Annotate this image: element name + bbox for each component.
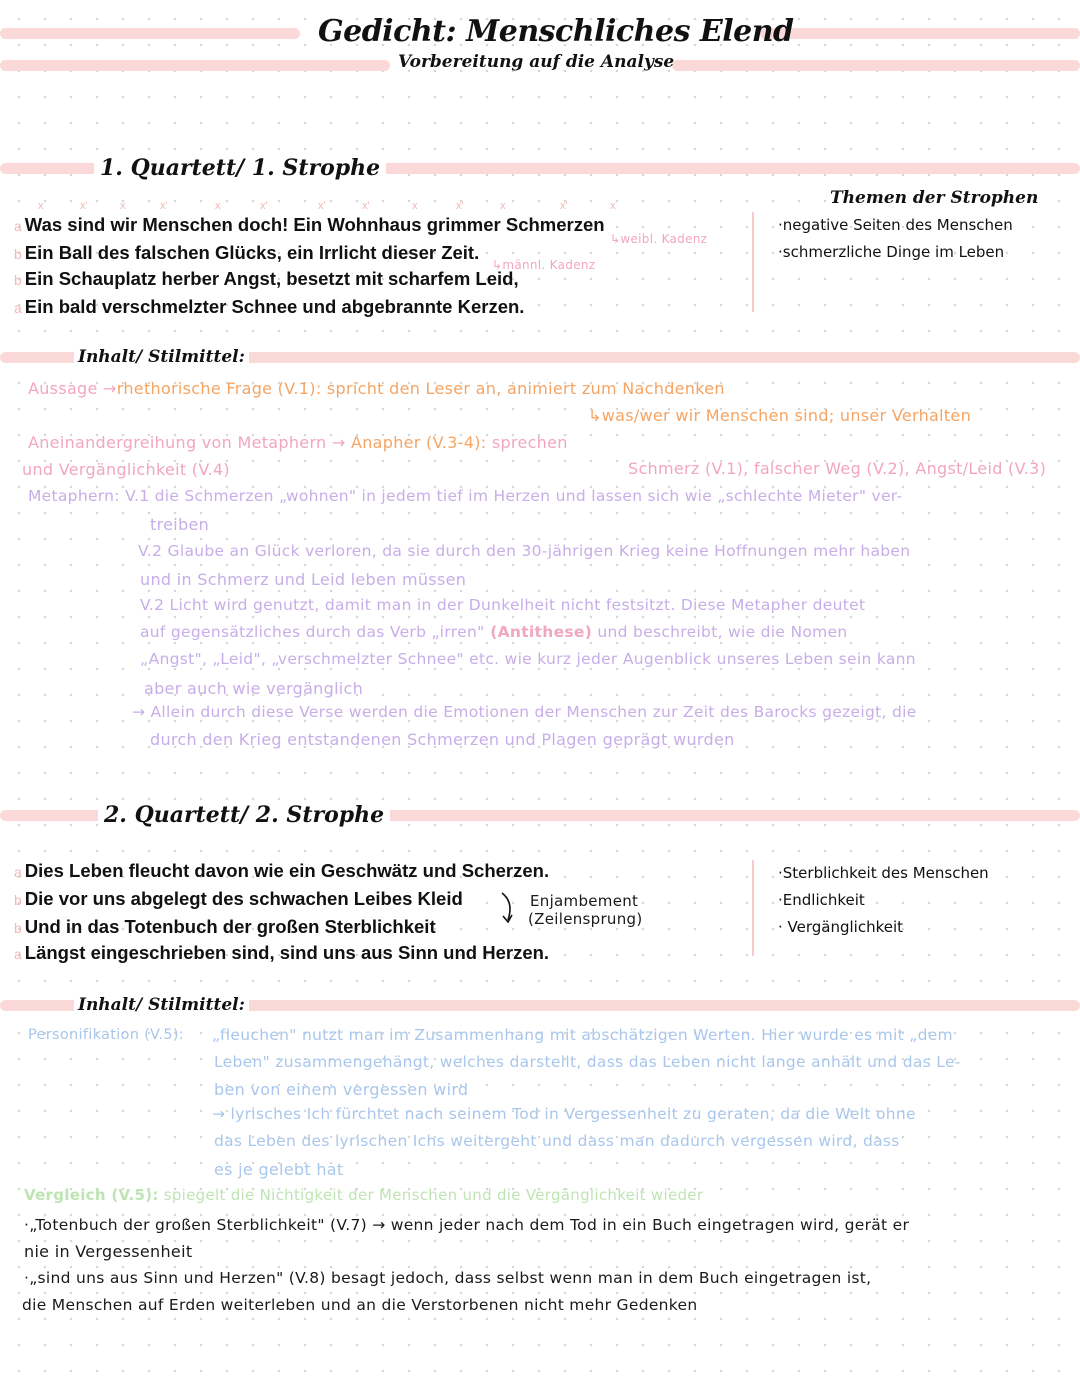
analysis1-line-4: und Vergänglichkeit (V.4) — [22, 460, 230, 479]
sinn-herzen-line-2: die Menschen auf Erden weiterleben und an die Verstorbenen nicht mehr Gedenken — [22, 1296, 698, 1314]
enjambement-sub: (Zeilensprung) — [528, 910, 643, 928]
note-maennl-kadenz: ↳männl. Kadenz — [492, 258, 596, 272]
totenbuch-line-1: ·„Totenbuch der großen Sterblichkeit" (V.7) → wenn jeder nach dem Tod in ein Buch eingetragen wird, gerät er — [24, 1216, 910, 1234]
analysis1-metaphor-2: treiben — [150, 515, 210, 534]
stanza1-line-1: a Was sind wir Menschen doch! Ein Wohnhaus grimmer Schmerzen — [14, 214, 605, 235]
analysis1-metaphor-3: V.2 Glaube an Glück verloren, da sie durch den 30-jährigen Krieg keine Hoffnungen mehr haben — [138, 542, 911, 560]
personifikation-line-5: das Leben des lyrischen Ichs weitergeht und dass man dadurch vergessen wird, dass — [214, 1132, 900, 1150]
section2-divider — [752, 860, 754, 956]
title-band-right — [760, 28, 1080, 39]
analysis1-conclusion-2: durch den Krieg entstandenen Schmerzen und Plagen geprägt wurden — [150, 730, 735, 749]
analysis1-line-4-right: Schmerz (V.1), falscher Weg (V.2), Angst/Leid (V.3) — [628, 459, 1047, 478]
analysis1-metaphor-4: und in Schmerz und Leid leben müssen — [140, 570, 467, 589]
analysis1-metaphor-5: V.2 Licht wird genutzt, damit man in der Dunkelheit nicht festsitzt. Diese Metapher deutet — [140, 596, 866, 614]
personifikation-line-6: es je gelebt hat — [214, 1160, 344, 1179]
section2-theme-1: ·Sterblichkeit des Menschen — [778, 864, 989, 882]
page-title: Gedicht: Menschliches Elend — [318, 14, 794, 49]
section2-theme-2: ·Endlichkeit — [778, 891, 865, 909]
enjambement-label: Enjambement — [530, 892, 639, 910]
analysis1-metaphor-8: aber auch wie vergänglich — [144, 679, 364, 698]
note-weibl-kadenz: ↳weibl. Kadenz — [610, 232, 708, 246]
stanza2-line-3: b Und in das Totenbuch der großen Sterblichkeit — [14, 916, 436, 937]
personifikation-line-1: „fleuchen" nutzt man im Zusammenhang mit abschätzigen Werten. Hier wurde es mit „dem — [212, 1026, 953, 1044]
personifikation-line-4: → lyrisches Ich fürchtet nach seinem Tod in Vergessenheit zu geraten, da die Welt ohne — [212, 1105, 916, 1123]
section1-heading: 1. Quartett/ 1. Strophe — [94, 155, 386, 181]
section2-theme-3: · Vergänglichkeit — [778, 918, 904, 936]
stanza2-line-2: b Die vor uns abgelegt des schwachen Leibes Kleid — [14, 888, 463, 909]
stanza1-line-2: b Ein Ball des falschen Glücks, ein Irrlicht dieser Zeit. — [14, 242, 480, 263]
subtitle-band-right — [672, 60, 1080, 71]
analysis1-line-2: ↳was/wer wir Menschen sind; unser Verhalten — [588, 406, 972, 425]
analysis1-metaphor-7: „Angst", „Leid", „verschmelzter Schnee" etc. wie kurz jeder Augenblick unseres Leben sein kann — [140, 650, 916, 668]
section2-heading: 2. Quartett/ 2. Strophe — [98, 802, 390, 828]
analysis1-line-3: Aneinandergreihung von Metaphern → Anapher (V.3-4): sprechen — [28, 433, 568, 452]
stanza1-line-4: a Ein bald verschmelzter Schnee und abgebrannte Kerzen. — [14, 296, 525, 317]
subtitle-band-left — [0, 60, 390, 71]
stanza2-line-1: a Dies Leben fleucht davon wie ein Geschwätz und Scherzen. — [14, 860, 550, 881]
sinn-herzen-line-1: ·„sind uns aus Sinn und Herzen" (V.8) besagt jedoch, dass selbst wenn man in dem Buch eingetragen ist, — [24, 1269, 872, 1287]
stanza1-line-3: b Ein Schauplatz herber Angst, besetzt mit scharfem Leid, — [14, 268, 519, 289]
themes-title: Themen der Strophen — [830, 188, 1039, 208]
page-subtitle: Vorbereitung auf die Analyse — [398, 52, 675, 72]
personifikation-line-3: ben von einem vergessen wird — [214, 1080, 469, 1099]
analysis1-conclusion-1: → Allein durch diese Verse werden die Emotionen der Menschen zur Zeit des Barocks gezeigt, die — [132, 703, 917, 721]
stanza2-line-4: a Längst eingeschrieben sind, sind uns aus Sinn und Herzen. — [14, 942, 550, 963]
analysis2-heading: Inhalt/ Stilmittel: — [74, 995, 249, 1015]
section1-divider — [752, 212, 754, 312]
section1-theme-2: ·schmerzliche Dinge im Leben — [778, 243, 1005, 261]
analysis1-metaphor-1: Metaphern: V.1 die Schmerzen „wohnen" in jedem tief im Herzen und lassen sich wie „schlechte Mieter" ver- — [28, 487, 903, 505]
analysis1-metaphor-6: auf gegensätzliches durch das Verb „irren" (Antithese) und beschreibt, wie die Nomen — [140, 623, 848, 641]
analysis1-line-1: Aussage →rhethorische Frage (V.1): spricht den Leser an, animiert zum Nachdenken — [28, 379, 725, 398]
section1-theme-1: ·negative Seiten des Menschen — [778, 216, 1013, 234]
vergleich-line: Vergleich (V.5): spiegelt die Nichtigkeit der Menschen und die Vergänglichkeit wieder — [24, 1186, 704, 1204]
personifikation-term: Personifikation (V.5): — [28, 1027, 184, 1043]
analysis1-heading: Inhalt/ Stilmittel: — [74, 347, 249, 367]
totenbuch-line-2: nie in Vergessenheit — [24, 1242, 193, 1261]
enjambement-bracket-icon — [496, 890, 522, 930]
title-band-left — [0, 28, 300, 39]
personifikation-line-2: Leben" zusammengehängt, welches darstellt, dass das Leben nicht lange anhält und das Le- — [214, 1053, 961, 1071]
